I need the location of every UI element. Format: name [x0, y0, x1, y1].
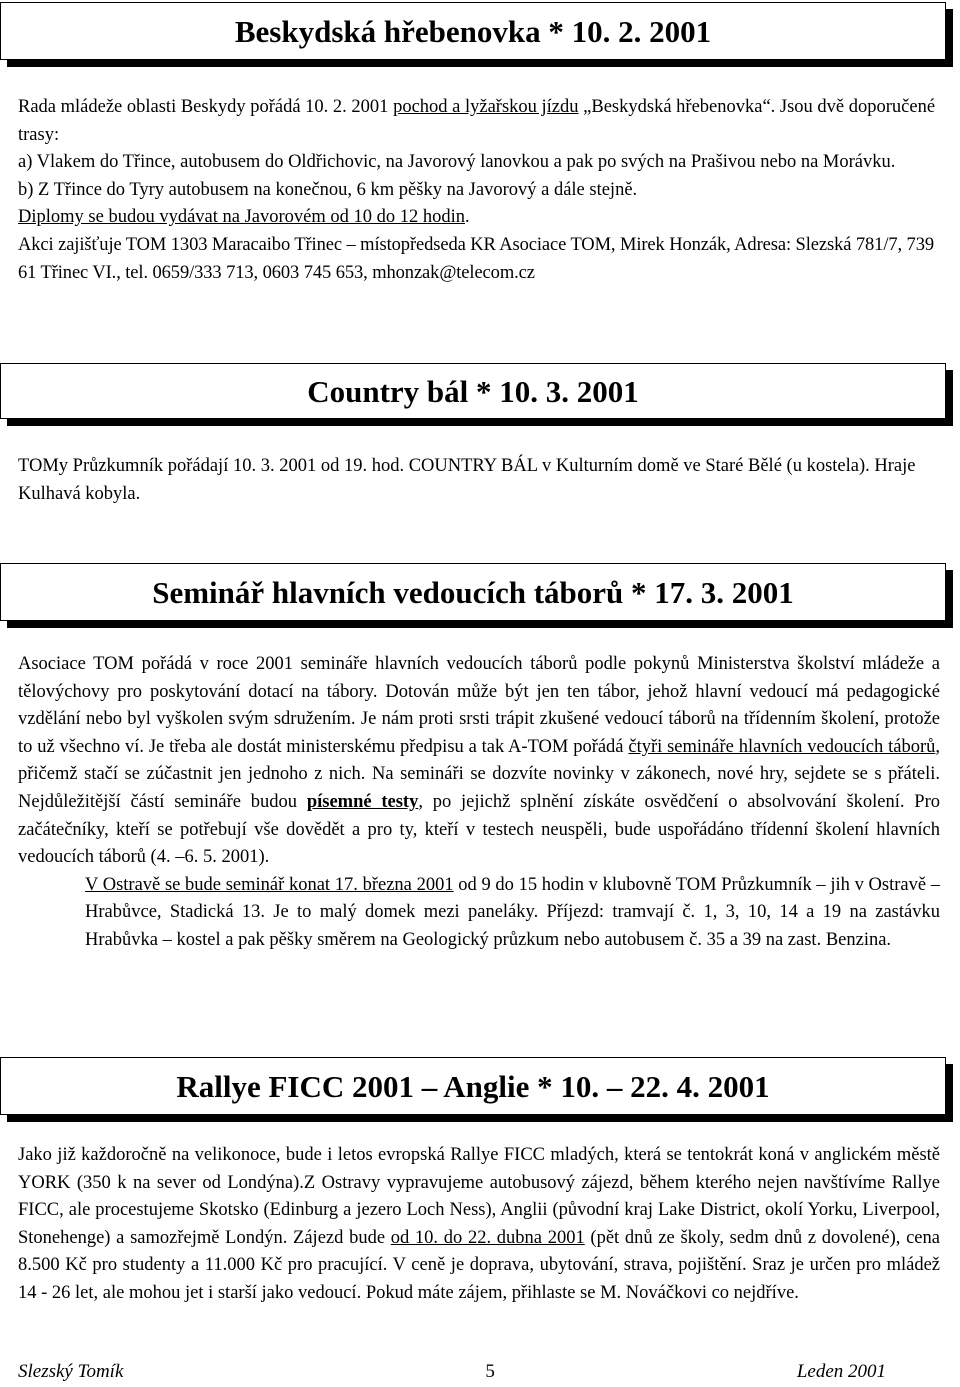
heading-box-country — [0, 363, 946, 419]
page-footer — [18, 1360, 886, 1384]
heading-country: Country bál * 10. 3. 2001 — [307, 373, 639, 409]
heading-box-rallye — [0, 1057, 946, 1115]
underlined-link: pochod a lyžařskou jízdu — [393, 97, 579, 117]
heading-rallye: Rallye FICC 2001 – Anglie * 10. – 22. 4. 2001 — [176, 1068, 770, 1104]
heading-seminar: Seminář hlavních vedoucích táborů * 17. 3. 2001 — [152, 574, 794, 610]
footer-page-number: 5 — [485, 1361, 495, 1382]
heading-box-seminar — [0, 563, 946, 621]
article-seminar — [18, 651, 940, 955]
paragraph: a) Vlakem do Třince, autobusem do Oldřichovic, na Javorový lanovkou a pak po svých na Prašivou nebo na Morávku. — [18, 152, 896, 173]
article-country — [18, 453, 940, 508]
paragraph: TOMy Průzkumník pořádají 10. 3. 2001 od 19. hod. COUNTRY BÁL v Kulturním domě ve Staré Bělé (u kostela). Hraje Kulhavá kobyla. — [18, 456, 916, 504]
article-rallye — [18, 1142, 940, 1308]
paragraph: Akci zajišťuje TOM 1303 Maracaibo Třinec – místopředseda KR Asociace TOM, Mirek Honzák, Adresa: Slezská 781/7, 739 61 Třinec VI., tel. 0659/333 713, 0603 745 653, mhonzak@telecom.cz — [18, 234, 935, 283]
paragraph: Asociace TOM pořádá v roce 2001 semináře hlavních vedoucích táborů podle pokynů Ministerstva školství mládeže a tělovýchovy pro poskytování dotací na tábory. Dotován může být jen ten tábor, jehož hlavní vedoucí má pedagogické vzdělání nebo byl vyškolen svým sdružením. Je nám proti srsti trápit zkušené vedoucí táborů na třídenním školení, protože to už všechno ví. Je třeba ale dostát ministerskému předpisu a tak A-TOM pořádá čtyři semináře hlavních vedoucích táborů, přičemž stačí se zúčastnit jen jednoho z nich. Na semináři se dozvíte novinky v zákonech, nové hry, sejdete se s přáteli. Nejdůležitější částí semináře budou písemné testy, po jejichž splnění získáte osvědčení o absolvování školení. Pro začátečníky, kteří se potřebují vše dovědět a pro ty, kteří v testech neuspěli, bude uspořádáno třídenní školení hlavních vedoucích táborů (4. –6. 5. 2001). — [18, 654, 941, 868]
paragraph: Jako již každoročně na velikonoce, bude i letos evropská Rallye FICC mladých, která se tentokrát koná v anglickém městě YORK (350 k na sever od Londýna).Z Ostravy vypravujeme autobusový zájezd, během kterého nejen navštívíme Rallye FICC, ale procestujeme Skotsko (Edinburg a jezero Loch Ness), Anglii (původní kraj Lake District, okolí Yorku, Liverpool, Stonehenge) a samozřejmě Londýn. Zájezd bude od 10. do 22. dubna 2001 (pět dnů ze školy, sedm dnů z dovolené), cena 8.500 Kč pro studenty a 11.000 Kč pro pracující. V ceně je doprava, ubytování, strava, pojištění. Sraz je určen pro mládež 14 - 26 let, ale mohou jet i starší jako vedoucí. Pokud máte zájem, přihlaste se M. Nováčkovi co nejdříve. — [18, 1145, 940, 1303]
footer-date: Leden 2001 — [796, 1361, 886, 1382]
heading-box-beskydska — [0, 2, 946, 60]
article-beskydska — [18, 94, 940, 287]
footer-magazine: Slezský Tomík — [18, 1361, 124, 1382]
paragraph: Diplomy se budou vydávat na Javorovém od 10 do 12 hodin. — [18, 207, 470, 228]
paragraph: V Ostravě se bude seminář konat 17. března 2001 od 9 do 15 hodin v klubovně TOM Průzkumník – jih v Ostravě – Hrabůvce, Stadická 13. Je to malý domek mezi paneláky. Příjezd: tramvají č. 1, 3, 10, 14 a 19 na zastávku Hrabůvka – kostel a pak pěšky směrem na Geologický průzkum nebo autobusem č. 35 a 39 na zast. Benzina. — [85, 874, 940, 950]
paragraph: Rada mládeže oblasti Beskydy pořádá 10. 2. 2001 pochod a lyžařskou jízdu „Beskydská hřebenovka“. Jsou dvě doporučené trasy: — [18, 97, 936, 145]
paragraph: b) Z Třince do Tyry autobusem na konečnou, 6 km pěšky na Javorový a dále stejně. — [18, 179, 638, 200]
heading-beskydska: Beskydská hřebenovka * 10. 2. 2001 — [234, 13, 712, 49]
